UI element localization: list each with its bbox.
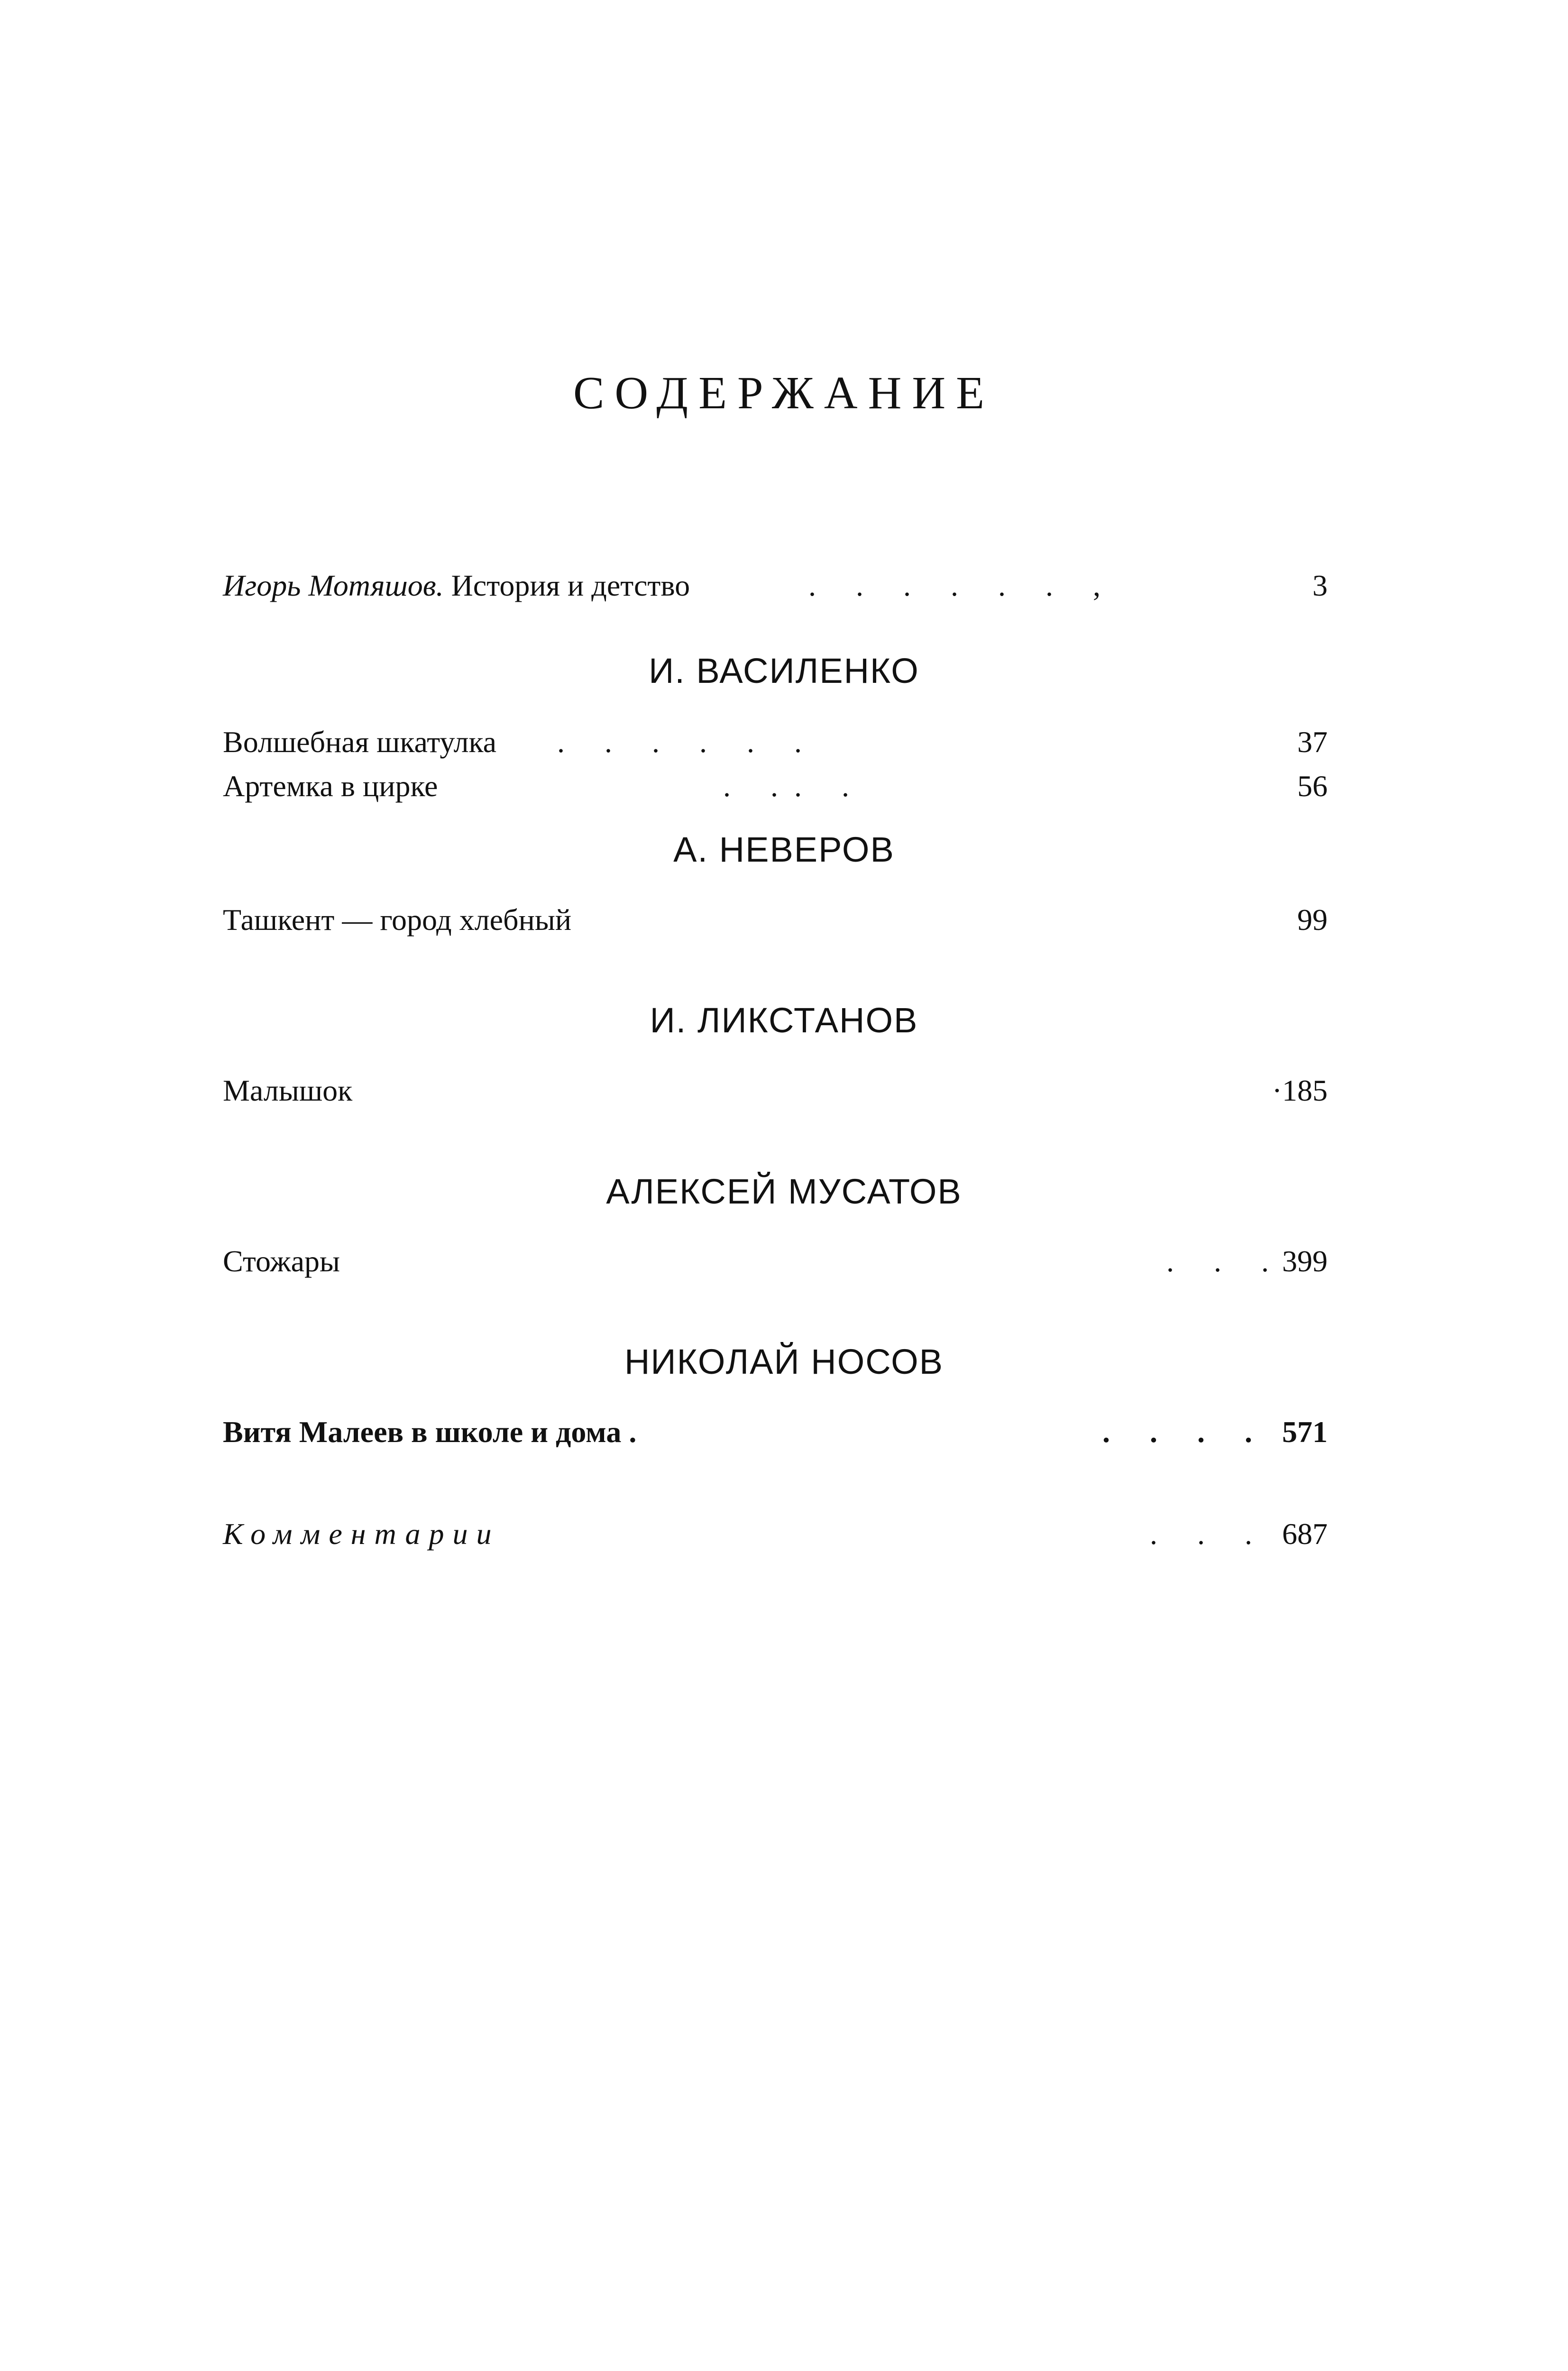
entry-dots: . . . <box>1166 1244 1285 1278</box>
entry-title-text: История и детство <box>451 569 690 602</box>
toc-entry-vasilenko-1[interactable] <box>223 721 1328 763</box>
entry-page-number: 571 <box>1282 1415 1328 1449</box>
entry-title: Комментарии <box>223 1517 500 1551</box>
entry-dots: . . . . . . <box>557 725 818 759</box>
toc-entry-comments[interactable] <box>223 1513 1328 1555</box>
toc-entry-vasilenko-2[interactable] <box>223 765 1328 808</box>
entry-title: Волшебная шкатулка <box>223 725 497 759</box>
entry-page-number: 37 <box>1297 725 1328 759</box>
entry-title <box>223 564 690 607</box>
entry-dots: . . . . . . , <box>808 569 1117 602</box>
entry-title: Витя Малеев в школе и дома . <box>223 1415 637 1449</box>
author-heading-neverov: А. НЕВЕРОВ <box>673 830 895 869</box>
entry-page-number: 99 <box>1297 903 1328 937</box>
entry-dots: . .. . <box>723 769 865 803</box>
author-heading-musatov: АЛЕКСЕЙ МУСАТОВ <box>606 1172 962 1211</box>
entry-page-number: ·185 <box>1272 1074 1328 1107</box>
toc-entry-nosov-1[interactable] <box>223 1411 1328 1453</box>
page-title: СОДЕРЖАНИЕ <box>573 368 995 419</box>
entry-page-number: 399 <box>1282 1244 1328 1278</box>
toc-entry-musatov-1[interactable] <box>223 1240 1328 1283</box>
entry-dots: . . . <box>1150 1517 1268 1551</box>
entry-page-number: 56 <box>1297 769 1328 803</box>
entry-page-number: 3 <box>1312 569 1328 602</box>
toc-entry-intro[interactable] <box>223 564 1328 607</box>
toc-entry-neverov-1[interactable] <box>223 899 1328 941</box>
entry-title: Ташкент — город хлебный <box>223 903 572 937</box>
entry-page-number: 687 <box>1282 1517 1328 1551</box>
entry-title: Артемка в цирке <box>223 769 438 803</box>
author-heading-nosov: НИКОЛАЙ НОСОВ <box>624 1342 944 1381</box>
toc-entry-likstanov-1[interactable] <box>223 1069 1328 1112</box>
entry-dots: . . . . <box>1102 1415 1268 1449</box>
author-heading-vasilenko: И. ВАСИЛЕНКО <box>649 651 919 690</box>
entry-title: Стожары <box>223 1244 340 1278</box>
entry-title: Малышок <box>223 1074 353 1107</box>
author-heading-likstanov: И. ЛИКСТАНОВ <box>650 1001 918 1040</box>
entry-author: Игорь Мотяшов. <box>223 569 444 602</box>
